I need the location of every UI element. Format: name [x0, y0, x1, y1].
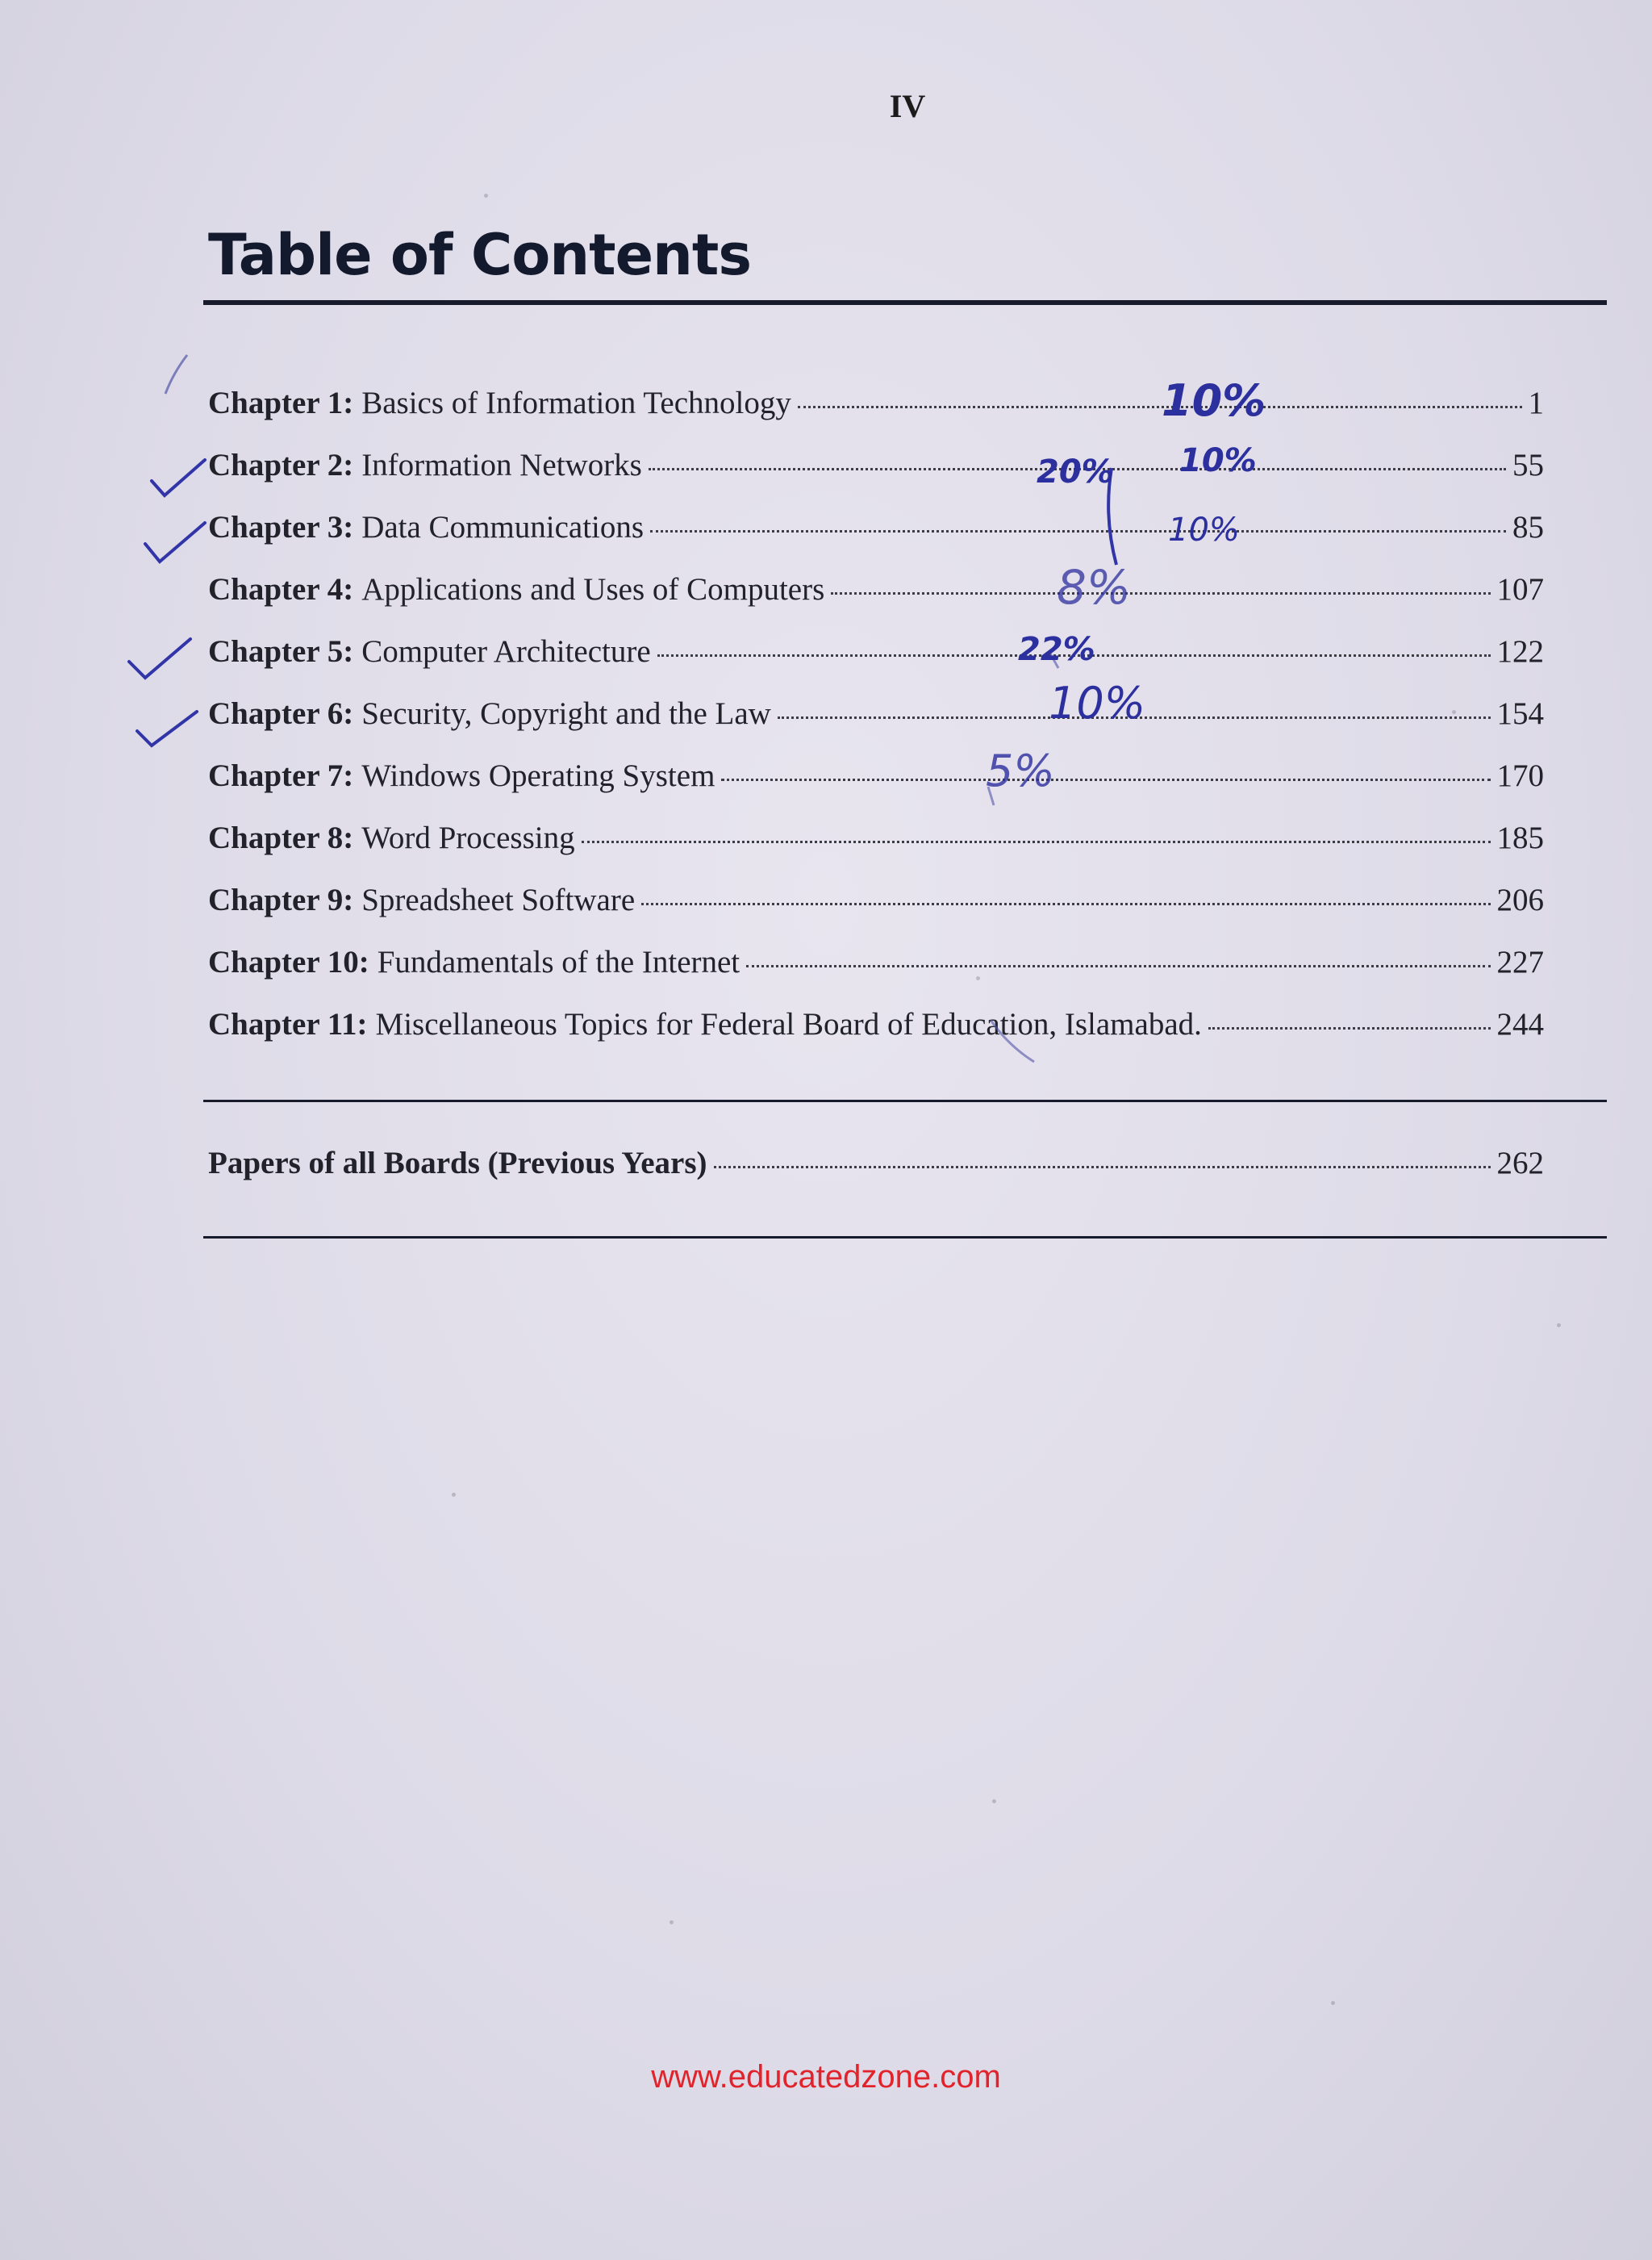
handwritten-percentage: 10%: [1168, 512, 1240, 549]
toc-chapter-label: Chapter 5:: [208, 634, 354, 669]
checkmark-icon: [137, 712, 197, 746]
toc-page-number: 170: [1496, 758, 1544, 793]
toc-entry-title: Applications and Uses of Computers: [361, 572, 825, 607]
toc-entry-title: Miscellaneous Topics for Federal Board of Education, Islamabad.: [375, 1007, 1202, 1042]
watermark-text: www.educatedzone.com: [651, 2059, 1001, 2095]
toc-page-number: 206: [1496, 883, 1544, 917]
handwritten-percentage: 10%: [1162, 375, 1266, 426]
toc-page-number: 55: [1512, 448, 1544, 482]
toc-page-number: 107: [1496, 572, 1544, 607]
toc-entry-title: Windows Operating System: [361, 758, 715, 793]
toc-chapter-label: Chapter 1:: [208, 386, 354, 420]
toc-page-number: 154: [1496, 696, 1544, 731]
page-title: Table of Contents: [208, 222, 752, 288]
toc-page-number: 85: [1512, 510, 1544, 545]
toc-chapter-label: Chapter 10:: [208, 945, 369, 980]
toc-entry-title: Security, Copyright and the Law: [361, 696, 771, 731]
handwritten-percentage: 10%: [1179, 442, 1257, 479]
toc-chapter-label: Chapter 6:: [208, 696, 354, 731]
handwritten-percentage: 8%: [1057, 560, 1132, 615]
pencil-mark: [991, 1020, 1034, 1062]
handwritten-percentage: 20%: [1037, 453, 1114, 491]
checkmark-icon: [129, 639, 190, 678]
toc-page-number: 262: [1496, 1146, 1544, 1180]
toc-page-number: 227: [1496, 945, 1544, 980]
toc-entry-title: Data Communications: [361, 510, 645, 545]
checkmark-icon: [152, 460, 205, 495]
handwritten-percentage: 22%: [1018, 631, 1095, 668]
toc-entry-title: Spreadsheet Software: [361, 883, 636, 917]
toc-chapter-label: Chapter 7:: [208, 758, 354, 793]
toc-page-number: 1: [1528, 386, 1544, 420]
checkmark-icon: [145, 523, 205, 562]
toc-page-number: 185: [1496, 821, 1544, 855]
toc-entry-title: Word Processing: [361, 821, 575, 855]
toc-page-number: 244: [1496, 1007, 1544, 1042]
toc-chapter-label: Chapter 8:: [208, 821, 354, 855]
toc-chapter-label: Chapter 3:: [208, 510, 354, 545]
toc-entry-title: Information Networks: [361, 448, 642, 482]
toc-entry-title: Computer Architecture: [361, 634, 651, 669]
toc-chapter-label: Chapter 11:: [208, 1007, 368, 1042]
toc-entry-title: Basics of Information Technology: [361, 386, 791, 420]
toc-page-number: 122: [1496, 634, 1544, 669]
pencil-mark: [165, 355, 187, 394]
toc-entry-title: Papers of all Boards (Previous Years): [208, 1146, 707, 1180]
toc-entry-title: Fundamentals of the Internet: [377, 945, 740, 980]
toc-chapter-label: Chapter 9:: [208, 883, 354, 917]
toc-chapter-label: Chapter 2:: [208, 448, 354, 482]
handwritten-percentage: 5%: [986, 746, 1055, 796]
page-number: IV: [889, 88, 926, 124]
toc-chapter-label: Chapter 4:: [208, 572, 354, 607]
handwritten-percentage: 10%: [1049, 678, 1146, 729]
